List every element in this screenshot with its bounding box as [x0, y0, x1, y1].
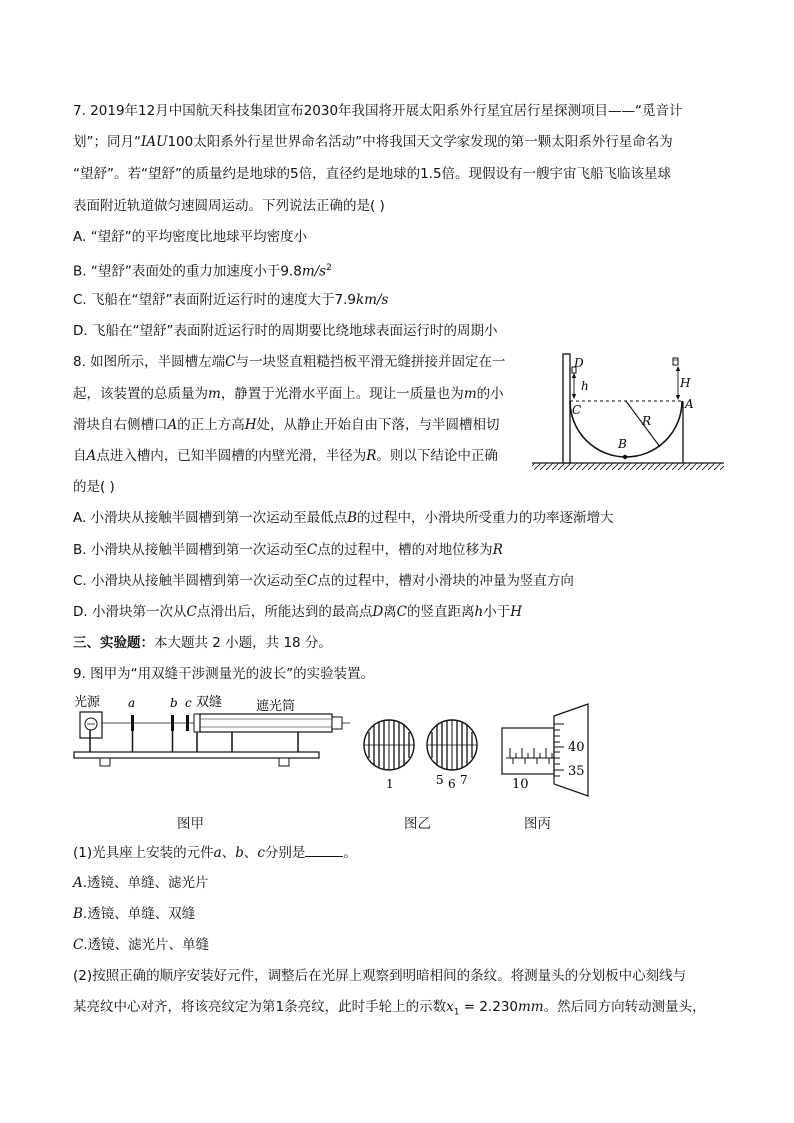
caption-yi: 图乙 [404, 816, 431, 832]
thimble-label-35: 35 [568, 764, 585, 779]
label-c: C [572, 403, 582, 417]
q9-option-b[interactable]: B.透镜、单缝、双缝 [73, 906, 196, 922]
double-slit-holder [194, 714, 200, 732]
q9-part-2-line-1: (2)按照正确的顺序安装好元件，调整后在光屏上观察到明暗相间的条纹。将测量头的分划板中心刻线与 [73, 968, 687, 984]
bench-rail [74, 752, 319, 758]
element-b [171, 715, 174, 731]
label-h: h [581, 379, 589, 393]
point-b-dot [623, 455, 627, 459]
label-H: H [680, 376, 691, 390]
q7-line-1: 7. 2019年12月中国航天科技集团宣布2030年我国将开展太阳系外行星宜居行星探测项目——“觅音计 [73, 103, 683, 119]
label-double-slit: 双缝 [196, 695, 223, 710]
caption-bing: 图丙 [524, 816, 551, 832]
element-a [131, 715, 134, 731]
label-a: A [685, 397, 694, 411]
fig-jia-optical-bench [72, 690, 362, 790]
fringe-label-1: 1 [386, 777, 394, 791]
label-a: a [128, 696, 136, 710]
q7-line-4: 表面附近轨道做匀速圆周运动。下列说法正确的是( ) [73, 198, 385, 214]
q7-option-d[interactable]: D. 飞船在“望舒”表面附近运行时的周期要比绕地球表面运行时的周期小 [73, 323, 498, 339]
fringe-label-5: 5 [436, 773, 444, 787]
q8-line-4: 自A点进入槽内，已知半圆槽的内壁光滑，半径为R。则以下结论中正确 [73, 448, 498, 464]
q7-line-2: 划”；同月“IAU100太阳系外行星世界命名活动”中将我国天文学家发现的第一颗太阳系外行星命名为 [73, 134, 673, 150]
label-r: R [642, 414, 652, 428]
fringe-view-1 [364, 720, 414, 770]
label-b: B [618, 437, 627, 451]
q8-option-c[interactable]: C. 小滑块从接触半圆槽到第一次运动至C点的过程中，槽对小滑块的冲量为竖直方向 [73, 573, 574, 589]
fig-bing-micrometer [500, 700, 600, 800]
q8-line-5: 的是( ) [73, 479, 115, 495]
shade-tube [200, 714, 332, 732]
q8-line-3: 滑块自右侧槽口A的正上方高H处，从静止开始自由下落，与半圆槽相切 [73, 417, 500, 433]
vertical-board [563, 354, 570, 463]
q7-option-b[interactable]: B. “望舒”表面处的重力加速度小于$9.8m/s^2$ [73, 263, 332, 280]
bench-foot-right [279, 758, 289, 766]
q8-line-1: 8. 如图所示，半圆槽左端C与一块竖直粗糙挡板平滑无缝拼接并固定在一 [73, 354, 506, 370]
q7-line-3: “望舒”。若“望舒”的质量约是地球的5倍，直径约是地球的1.5倍。现假设有一艘宇宙飞船飞临该星球 [73, 166, 672, 182]
label-c: c [185, 696, 192, 710]
q9-line-1: 9. 图甲为“用双缝干涉测量光的波长”的实验装置。 [73, 666, 375, 682]
label-d: D [574, 356, 584, 370]
ground-hatch [532, 463, 724, 470]
element-c [186, 715, 189, 731]
q8-option-b[interactable]: B. 小滑块从接触半圆槽到第一次运动至C点的过程中，槽的对地位移为R [73, 542, 503, 558]
q7-option-c[interactable]: C. 飞船在“望舒”表面附近运行时的速度大于7.9km/s [73, 292, 389, 308]
label-light-source: 光源 [74, 695, 101, 710]
fringe-view-2 [427, 720, 477, 770]
q9-option-c[interactable]: C.透镜、滤光片、单缝 [73, 937, 210, 953]
answer-blank[interactable] [305, 843, 343, 857]
caption-jia: 图甲 [177, 816, 204, 832]
eyepiece [332, 717, 342, 729]
q8-option-a[interactable]: A. 小滑块从接触半圆槽到第一次运动至最低点B的过程中，小滑块所受重力的功率逐渐增大 [73, 510, 614, 526]
fig-yi-fringe-views [360, 712, 490, 797]
label-b: b [170, 696, 178, 710]
sleeve-label-10: 10 [512, 777, 529, 792]
fringe-label-7: 7 [460, 773, 468, 787]
q9-part-1: (1)光具座上安装的元件a、b、c分别是 。 [73, 845, 357, 861]
section-3-heading: 三、实验题：本大题共 2 小题，共 18 分。 [73, 635, 332, 651]
q9-option-a[interactable]: A.透镜、单缝、滤光片 [73, 875, 209, 891]
q8-semicircle-figure [528, 350, 728, 475]
bench-foot-left [100, 758, 110, 766]
slider-above-a [673, 358, 678, 365]
q8-line-2: 起，该装置的总质量为m，静置于光滑水平面上。现让一质量也为m的小 [73, 386, 504, 402]
q7-option-a[interactable]: A. “望舒”的平均密度比地球平均密度小 [73, 229, 308, 245]
q8-option-d[interactable]: D. 小滑块第一次从C点滑出后，所能达到的最高点D离C的竖直距离h小于H [73, 604, 522, 620]
thimble-label-40: 40 [568, 740, 585, 755]
label-tube: 遮光筒 [256, 699, 296, 714]
q9-part-2-line-2: 某亮纹中心对齐，将该亮纹定为第1条亮纹，此时手轮上的示数$x_1 = 2.230mm$。然后同方向转动测量头， [73, 999, 706, 1018]
fringe-label-6: 6 [448, 777, 456, 791]
